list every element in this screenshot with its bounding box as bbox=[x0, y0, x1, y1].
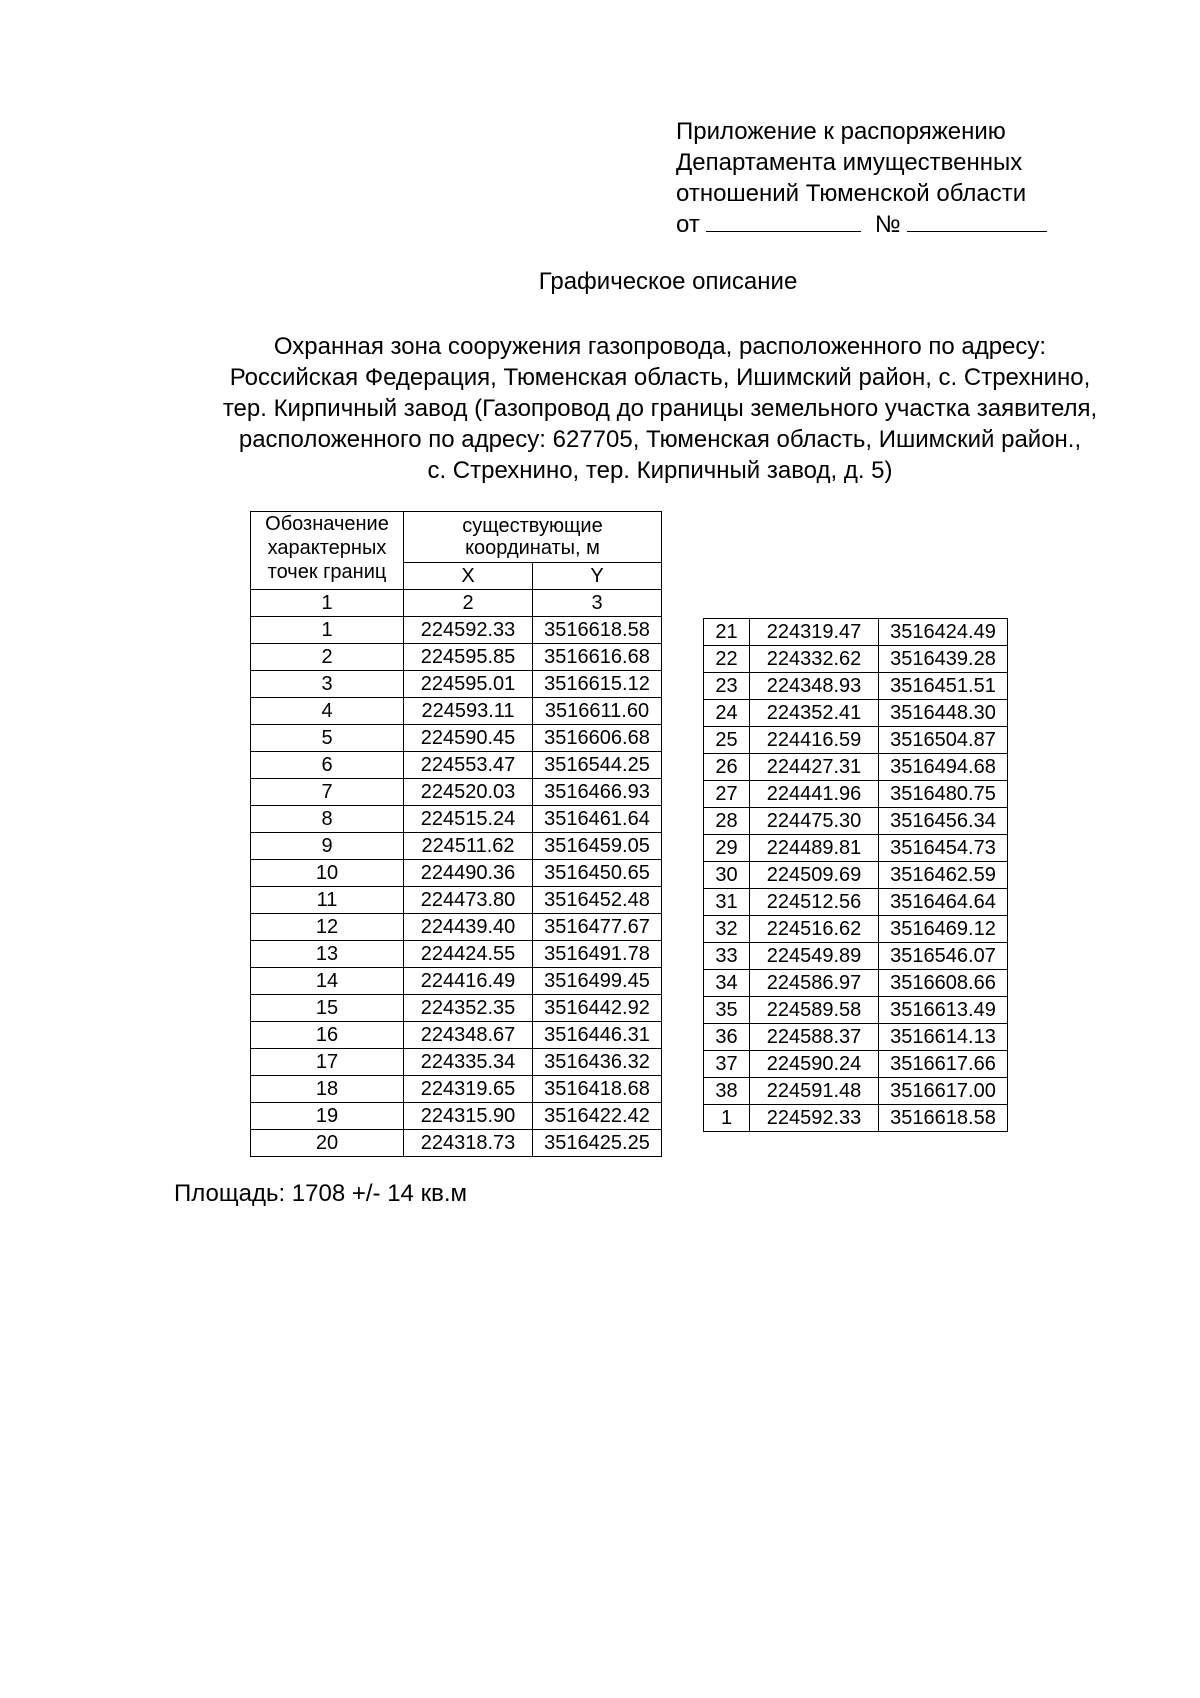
appendix-line-2: Департамента имущественных bbox=[676, 149, 1023, 176]
point-number-cell: 31 bbox=[704, 889, 750, 916]
point-number-cell: 30 bbox=[704, 862, 750, 889]
table-row bbox=[251, 860, 662, 887]
x-coordinate-cell: 224352.41 bbox=[750, 700, 879, 727]
x-coordinate-cell: 224427.31 bbox=[750, 754, 879, 781]
table-row bbox=[251, 995, 662, 1022]
point-number-cell: 9 bbox=[251, 833, 404, 860]
appendix-date-number-line bbox=[676, 209, 1047, 240]
point-number-cell: 1 bbox=[704, 1105, 750, 1132]
zone-description bbox=[160, 331, 1160, 486]
y-coordinate-cell: 3516448.30 bbox=[879, 700, 1008, 727]
point-number-cell: 6 bbox=[251, 752, 404, 779]
point-number-cell: 34 bbox=[704, 970, 750, 997]
point-number-cell: 28 bbox=[704, 808, 750, 835]
x-coordinate-cell: 224592.33 bbox=[404, 617, 533, 644]
y-coordinate-cell: 3516480.75 bbox=[879, 781, 1008, 808]
point-number-cell: 5 bbox=[251, 725, 404, 752]
description-line: с. Стрехнино, тер. Кирпичный завод, д. 5) bbox=[427, 457, 893, 484]
description-line: Российская Федерация, Тюменская область, Ишимский район, с. Стрехнино, bbox=[229, 364, 1091, 391]
x-coordinate-cell: 224590.45 bbox=[404, 725, 533, 752]
y-coordinate-cell: 3516422.42 bbox=[533, 1103, 662, 1130]
y-coordinate-cell: 3516456.34 bbox=[879, 808, 1008, 835]
x-coordinate-cell: 224335.34 bbox=[404, 1049, 533, 1076]
table-row bbox=[251, 887, 662, 914]
x-coordinate-cell: 224352.35 bbox=[404, 995, 533, 1022]
date-blank-field bbox=[706, 211, 861, 232]
x-coordinate-cell: 224595.85 bbox=[404, 644, 533, 671]
table-row bbox=[251, 617, 662, 644]
header-point-designation: Обозначение характерных точек границ bbox=[251, 512, 404, 590]
appendix-line-1: Приложение к распоряжению bbox=[676, 118, 1006, 145]
y-coordinate-cell: 3516494.68 bbox=[879, 754, 1008, 781]
y-coordinate-cell: 3516466.93 bbox=[533, 779, 662, 806]
table-row bbox=[704, 1051, 1008, 1078]
table-row bbox=[704, 700, 1008, 727]
table-row bbox=[704, 835, 1008, 862]
point-number-cell: 26 bbox=[704, 754, 750, 781]
x-coordinate-cell: 224553.47 bbox=[404, 752, 533, 779]
table-row bbox=[704, 862, 1008, 889]
table-row bbox=[251, 1022, 662, 1049]
table-row bbox=[704, 1078, 1008, 1105]
y-coordinate-cell: 3516446.31 bbox=[533, 1022, 662, 1049]
table-row bbox=[251, 1103, 662, 1130]
x-coordinate-cell: 224588.37 bbox=[750, 1024, 879, 1051]
y-coordinate-cell: 3516418.68 bbox=[533, 1076, 662, 1103]
y-coordinate-cell: 3516608.66 bbox=[879, 970, 1008, 997]
point-number-cell: 8 bbox=[251, 806, 404, 833]
y-coordinate-cell: 3516504.87 bbox=[879, 727, 1008, 754]
x-coordinate-cell: 224315.90 bbox=[404, 1103, 533, 1130]
y-coordinate-cell: 3516544.25 bbox=[533, 752, 662, 779]
x-coordinate-cell: 224473.80 bbox=[404, 887, 533, 914]
column-number-row bbox=[251, 590, 662, 617]
point-number-cell: 11 bbox=[251, 887, 404, 914]
point-number-cell: 17 bbox=[251, 1049, 404, 1076]
y-coordinate-cell: 3516615.12 bbox=[533, 671, 662, 698]
y-coordinate-cell: 3516462.59 bbox=[879, 862, 1008, 889]
point-number-cell: 1 bbox=[251, 617, 404, 644]
point-number-cell: 16 bbox=[251, 1022, 404, 1049]
document-title: Графическое описание bbox=[538, 268, 798, 295]
y-coordinate-cell: 3516442.92 bbox=[533, 995, 662, 1022]
y-coordinate-cell: 3516606.68 bbox=[533, 725, 662, 752]
y-coordinate-cell: 3516450.65 bbox=[533, 860, 662, 887]
y-coordinate-cell: 3516436.32 bbox=[533, 1049, 662, 1076]
point-number-cell: 32 bbox=[704, 916, 750, 943]
y-coordinate-cell: 3516452.48 bbox=[533, 887, 662, 914]
coordinates-table-right bbox=[703, 618, 1008, 1132]
description-line: тер. Кирпичный завод (Газопровод до границы земельного участка заявителя, bbox=[222, 395, 1098, 422]
table-row bbox=[251, 968, 662, 995]
description-line: Охранная зона сооружения газопровода, расположенного по адресу: bbox=[273, 333, 1047, 360]
table-row bbox=[704, 1024, 1008, 1051]
x-coordinate-cell: 224441.96 bbox=[750, 781, 879, 808]
point-number-cell: 18 bbox=[251, 1076, 404, 1103]
y-coordinate-cell: 3516439.28 bbox=[879, 646, 1008, 673]
table-row bbox=[704, 754, 1008, 781]
table-row bbox=[251, 725, 662, 752]
y-coordinate-cell: 3516461.64 bbox=[533, 806, 662, 833]
x-coordinate-cell: 224439.40 bbox=[404, 914, 533, 941]
table-row bbox=[251, 779, 662, 806]
x-coordinate-cell: 224416.59 bbox=[750, 727, 879, 754]
point-number-cell: 14 bbox=[251, 968, 404, 995]
table-row bbox=[704, 970, 1008, 997]
point-number-cell: 33 bbox=[704, 943, 750, 970]
point-number-cell: 7 bbox=[251, 779, 404, 806]
x-coordinate-cell: 224332.62 bbox=[750, 646, 879, 673]
x-coordinate-cell: 224348.67 bbox=[404, 1022, 533, 1049]
x-coordinate-cell: 224595.01 bbox=[404, 671, 533, 698]
point-number-cell: 25 bbox=[704, 727, 750, 754]
point-number-cell: 12 bbox=[251, 914, 404, 941]
point-number-cell: 37 bbox=[704, 1051, 750, 1078]
table-row bbox=[251, 644, 662, 671]
y-coordinate-cell: 3516459.05 bbox=[533, 833, 662, 860]
y-coordinate-cell: 3516617.66 bbox=[879, 1051, 1008, 1078]
table-row bbox=[704, 889, 1008, 916]
point-number-cell: 3 bbox=[251, 671, 404, 698]
column-number: 2 bbox=[404, 590, 533, 617]
x-coordinate-cell: 224490.36 bbox=[404, 860, 533, 887]
table-row bbox=[704, 646, 1008, 673]
point-number-cell: 19 bbox=[251, 1103, 404, 1130]
table-row bbox=[251, 914, 662, 941]
point-number-cell: 36 bbox=[704, 1024, 750, 1051]
x-coordinate-cell: 224590.24 bbox=[750, 1051, 879, 1078]
y-coordinate-cell: 3516425.25 bbox=[533, 1130, 662, 1157]
point-number-cell: 4 bbox=[251, 698, 404, 725]
table-row bbox=[251, 833, 662, 860]
x-coordinate-cell: 224586.97 bbox=[750, 970, 879, 997]
x-coordinate-cell: 224416.49 bbox=[404, 968, 533, 995]
header-existing-coordinates: существующие координаты, м bbox=[404, 512, 662, 563]
x-coordinate-cell: 224516.62 bbox=[750, 916, 879, 943]
point-number-cell: 23 bbox=[704, 673, 750, 700]
x-coordinate-cell: 224511.62 bbox=[404, 833, 533, 860]
table-row bbox=[251, 806, 662, 833]
point-number-cell: 27 bbox=[704, 781, 750, 808]
x-coordinate-cell: 224348.93 bbox=[750, 673, 879, 700]
number-label: № bbox=[874, 211, 901, 238]
header-x: X bbox=[404, 563, 533, 590]
y-coordinate-cell: 3516618.58 bbox=[533, 617, 662, 644]
point-number-cell: 22 bbox=[704, 646, 750, 673]
y-coordinate-cell: 3516469.12 bbox=[879, 916, 1008, 943]
y-coordinate-cell: 3516613.49 bbox=[879, 997, 1008, 1024]
header-y: Y bbox=[533, 563, 662, 590]
y-coordinate-cell: 3516546.07 bbox=[879, 943, 1008, 970]
description-line: расположенного по адресу: 627705, Тюменская область, Ишимский район., bbox=[238, 426, 1082, 453]
x-coordinate-cell: 224319.47 bbox=[750, 619, 879, 646]
y-coordinate-cell: 3516424.49 bbox=[879, 619, 1008, 646]
x-coordinate-cell: 224509.69 bbox=[750, 862, 879, 889]
table-row bbox=[704, 943, 1008, 970]
y-coordinate-cell: 3516618.58 bbox=[879, 1105, 1008, 1132]
x-coordinate-cell: 224591.48 bbox=[750, 1078, 879, 1105]
x-coordinate-cell: 224589.58 bbox=[750, 997, 879, 1024]
table-header-row bbox=[251, 512, 662, 563]
column-number: 3 bbox=[533, 590, 662, 617]
table-row bbox=[704, 673, 1008, 700]
area-statement: Площадь: 1708 +/- 14 кв.м bbox=[174, 1180, 467, 1207]
table-row bbox=[704, 997, 1008, 1024]
table-row bbox=[704, 727, 1008, 754]
x-coordinate-cell: 224319.65 bbox=[404, 1076, 533, 1103]
point-number-cell: 29 bbox=[704, 835, 750, 862]
appendix-block bbox=[676, 116, 1047, 240]
x-coordinate-cell: 224593.11 bbox=[404, 698, 533, 725]
coordinates-table-left bbox=[250, 511, 662, 1157]
point-number-cell: 24 bbox=[704, 700, 750, 727]
appendix-line-3: отношений Тюменской области bbox=[676, 180, 1027, 207]
table-row bbox=[704, 808, 1008, 835]
y-coordinate-cell: 3516477.67 bbox=[533, 914, 662, 941]
x-coordinate-cell: 224515.24 bbox=[404, 806, 533, 833]
y-coordinate-cell: 3516491.78 bbox=[533, 941, 662, 968]
table-row bbox=[251, 1076, 662, 1103]
table-row bbox=[704, 781, 1008, 808]
y-coordinate-cell: 3516611.60 bbox=[533, 698, 662, 725]
table-row bbox=[251, 941, 662, 968]
x-coordinate-cell: 224512.56 bbox=[750, 889, 879, 916]
x-coordinate-cell: 224592.33 bbox=[750, 1105, 879, 1132]
point-number-cell: 15 bbox=[251, 995, 404, 1022]
from-label: от bbox=[676, 211, 700, 238]
point-number-cell: 38 bbox=[704, 1078, 750, 1105]
x-coordinate-cell: 224318.73 bbox=[404, 1130, 533, 1157]
table-row bbox=[251, 1130, 662, 1157]
number-blank-field bbox=[907, 211, 1047, 232]
y-coordinate-cell: 3516454.73 bbox=[879, 835, 1008, 862]
table-row bbox=[251, 698, 662, 725]
point-number-cell: 21 bbox=[704, 619, 750, 646]
point-number-cell: 35 bbox=[704, 997, 750, 1024]
table-row bbox=[704, 916, 1008, 943]
point-number-cell: 2 bbox=[251, 644, 404, 671]
y-coordinate-cell: 3516451.51 bbox=[879, 673, 1008, 700]
table-row bbox=[704, 619, 1008, 646]
y-coordinate-cell: 3516614.13 bbox=[879, 1024, 1008, 1051]
table-row bbox=[251, 752, 662, 779]
table-row bbox=[704, 1105, 1008, 1132]
point-number-cell: 20 bbox=[251, 1130, 404, 1157]
y-coordinate-cell: 3516617.00 bbox=[879, 1078, 1008, 1105]
x-coordinate-cell: 224424.55 bbox=[404, 941, 533, 968]
x-coordinate-cell: 224489.81 bbox=[750, 835, 879, 862]
column-number: 1 bbox=[251, 590, 404, 617]
y-coordinate-cell: 3516616.68 bbox=[533, 644, 662, 671]
x-coordinate-cell: 224549.89 bbox=[750, 943, 879, 970]
table-row bbox=[251, 1049, 662, 1076]
y-coordinate-cell: 3516464.64 bbox=[879, 889, 1008, 916]
x-coordinate-cell: 224520.03 bbox=[404, 779, 533, 806]
y-coordinate-cell: 3516499.45 bbox=[533, 968, 662, 995]
table-row bbox=[251, 671, 662, 698]
point-number-cell: 13 bbox=[251, 941, 404, 968]
point-number-cell: 10 bbox=[251, 860, 404, 887]
x-coordinate-cell: 224475.30 bbox=[750, 808, 879, 835]
